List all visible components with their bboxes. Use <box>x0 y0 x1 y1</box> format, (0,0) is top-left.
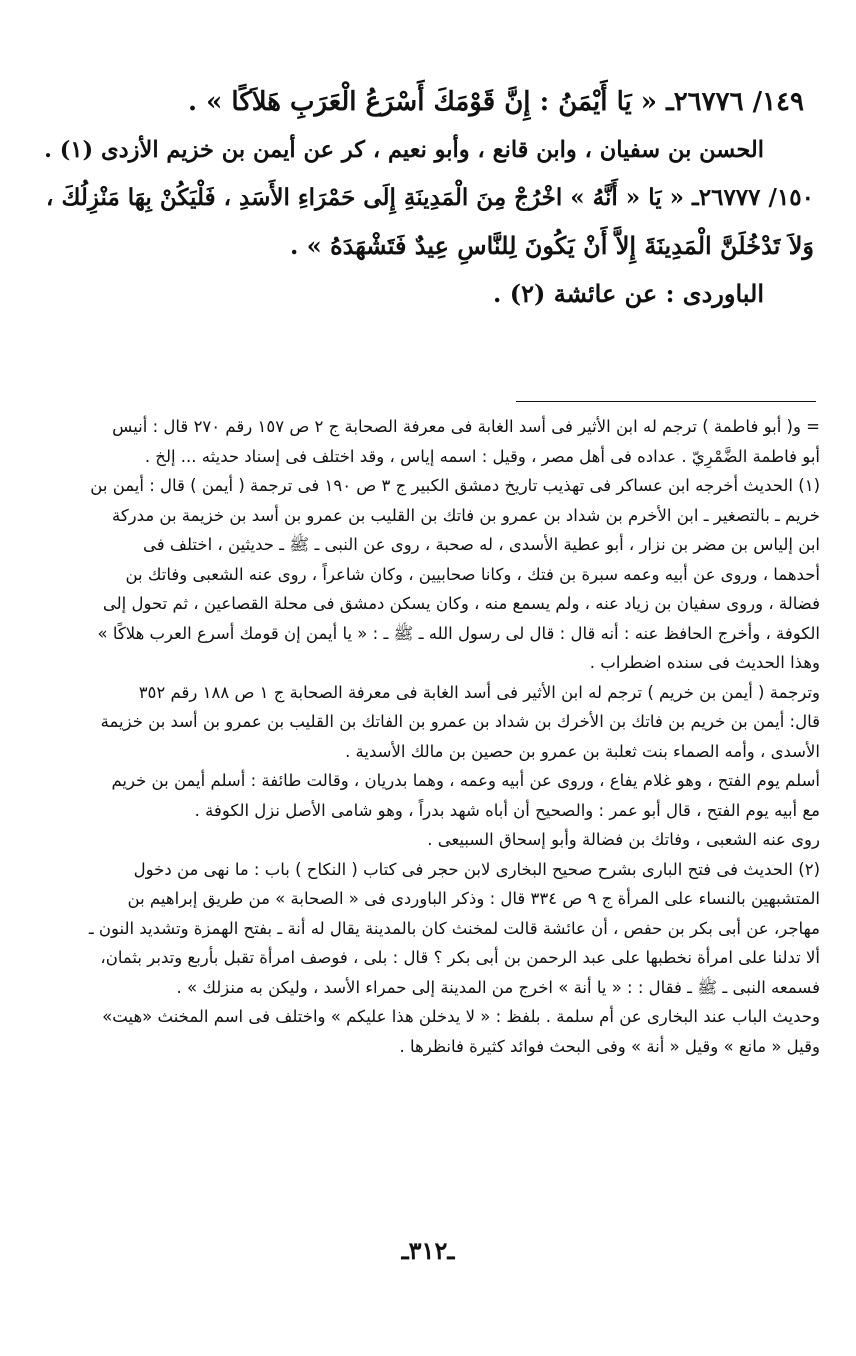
hadith-149-source: الحسن بن سفيان ، وابن قانع ، وأبو نعيم ، كر عن أيمن بن خزيم الأزدى (١) . <box>44 137 764 163</box>
footnote-divider <box>516 401 816 402</box>
hadith-150-line-1: ١٥٠/ ٢٦٧٧٧ـ « يَا « أَنَّهُ » اخْرُجْ مِنَ الْمَدِينَةِ إِلَى حَمْرَاءِ الأَسَدِ ، فَلْيَكُنْ بِهَا مَنْزِلُكَ ، <box>46 184 814 211</box>
footnote-2-line: ألا تدلنا على امرأة نخطبها على عبد الرحمن بن أبى بكر ؟ قال : بلى ، فوصف امرأة تقبل بأربع وتدبر بثمان، <box>100 948 820 967</box>
footnote-continuation-line: أبو فاطمة الضَّمْرِيّ . عداده فى أهل مصر ، وقيل : اسمه إياس ، وقد اختلف فى إسناد حديثه ... إلخ . <box>144 446 820 466</box>
footnote-continuation-line: = و( أبو فاطمة ) ترجم له ابن الأثير فى أسد الغابة فى معرفة الصحابة ج ٢ ص ١٥٧ رقم ٢٧٠ قال : أنيس <box>112 417 820 436</box>
footnote-1-line: مع أبيه يوم الفتح ، قال أبو عمر : والصحيح أن أباه شهد بدراً ، وهو شامى الأصل نزل الكوفة . <box>194 800 820 820</box>
footnotes <box>36 412 820 1061</box>
footnote-1-line: (١) الحديث أخرجه ابن عساكر فى تهذيب تاريخ دمشق الكبير ج ٣ ص ١٩٠ فى ترجمة ( أيمن ) قال : أيمن بن <box>90 476 820 495</box>
footnote-2-line: وقيل « مانع » وقيل « أنة » وفى البحث فوائد كثيرة فانظرها . <box>399 1036 820 1056</box>
page-number: ـ٣١٢ـ <box>401 1236 455 1265</box>
hadith-149: ١٤٩/ ٢٦٧٧٦ـ « يَا أَيْمَنُ : إِنَّ قَوْمَكَ أَسْرَعُ الْعَرَبِ هَلاَكًا » . <box>188 87 804 117</box>
footnote-2-line: وحديث الباب عند البخارى عن أم سلمة . بلفظ : « لا يدخلن هذا عليكم » واختلف فى اسم المخنث «هيت» <box>102 1007 820 1026</box>
main-text <box>38 78 814 318</box>
footnote-1-line: قال: أيمن بن خريم بن فاتك بن الأخرك بن شداد بن عمرو بن الفاتك بن القليب بن عمرو بن أسد بن خزيمة <box>100 712 820 731</box>
footnote-1-line: ابن إلياس بن مضر بن نزار ، أبو عطية الأسدى ، له صحبة ، روى عن النبى ـ ﷺ ـ حديثين ، اختلف فى <box>143 535 820 554</box>
hadith-150-source: الباوردى : عن عائشة (٢) . <box>493 279 764 308</box>
footnote-2-line: (٢) الحديث فى فتح الباری بشرح صحیح البخاری لابن حجر فی کتاب ( النکاح ) باب : ما نهى من دخول <box>133 859 820 879</box>
footnote-2-line: فسمعه النبى ـ ﷺ ـ فقال : : « يا أنة » اخرج من المدينة إلى حمراء الأسد ، وليكن به منزلك » . <box>176 977 820 997</box>
footnote-1-line: الكوفة ، وأخرج الحافظ عنه : أنه قال : قال لى رسول الله ـ ﷺ ـ : « يا أيمن إن قومك أسرع العرب هلاكًا » <box>97 623 820 643</box>
footnote-2-line: المتشبهين بالنساء على المرأة ج ٩ ص ٣٣٤ قال : وذكر الباوردى فى « الصحابة » من طريق إبراهيم بن <box>127 889 820 908</box>
footnote-1-line: أحدهما ، وروى عن أبيه وعمه سبرة بن فتك ، وكانا صحابيين ، وكان شاعراً ، روى عنه الشعبى وفاتك بن <box>125 564 820 584</box>
footnote-1-line: خريم ـ بالتصغير ـ ابن الأخرم بن شداد بن عمرو بن فاتك بن القليب بن عمرو بن أسد بن خزيمة بن مدركة <box>111 505 820 525</box>
footnote-1-line: وترجمة ( أيمن بن خريم ) ترجم له ابن الأثير فى أسد الغابة فى معرفة الصحابة ج ١ ص ١٨٨ رقم ٣٥٢ <box>138 682 820 702</box>
hadith-150-line-2: وَلاَ تَدْخُلَنَّ الْمَدِينَةَ إِلاَّ أَنْ يَكُونَ لِلنَّاسِ عِيدٌ فَتَشْهَدَهُ » . <box>290 231 814 260</box>
footnote-1-line: وهذا الحديث فى سنده اضطراب . <box>589 653 820 672</box>
footnote-1-line: الأسدى ، وأمه الصماء بنت ثعلبة بن عمرو بن حصين بن مالك الأسدية . <box>345 741 820 761</box>
footnote-1-line: روى عنه الشعبى ، وفاتك بن فضالة وأبو إسحاق السبيعى . <box>427 830 820 849</box>
footnote-1-line: أسلم يوم الفتح ، وهو غلام يفاع ، وروى عن أبيه وعمه ، وهما بدريان ، وقالت طائفة : أسلم أيمن بن خريم <box>111 771 820 790</box>
footnote-2-line: مهاجر، عن أبى بكر بن حفص ، أن عائشة قالت لمخنث كان بالمدينة يقال له أنة ـ بفتح الهمزة وتشديد النون ـ <box>88 918 820 938</box>
footnote-1-line: فضالة ، وروى سفيان بن زياد عنه ، ولم يسمع منه ، وكان يسكن دمشق فى محلة القصاعين ، ثم تحول إلى <box>102 594 820 613</box>
